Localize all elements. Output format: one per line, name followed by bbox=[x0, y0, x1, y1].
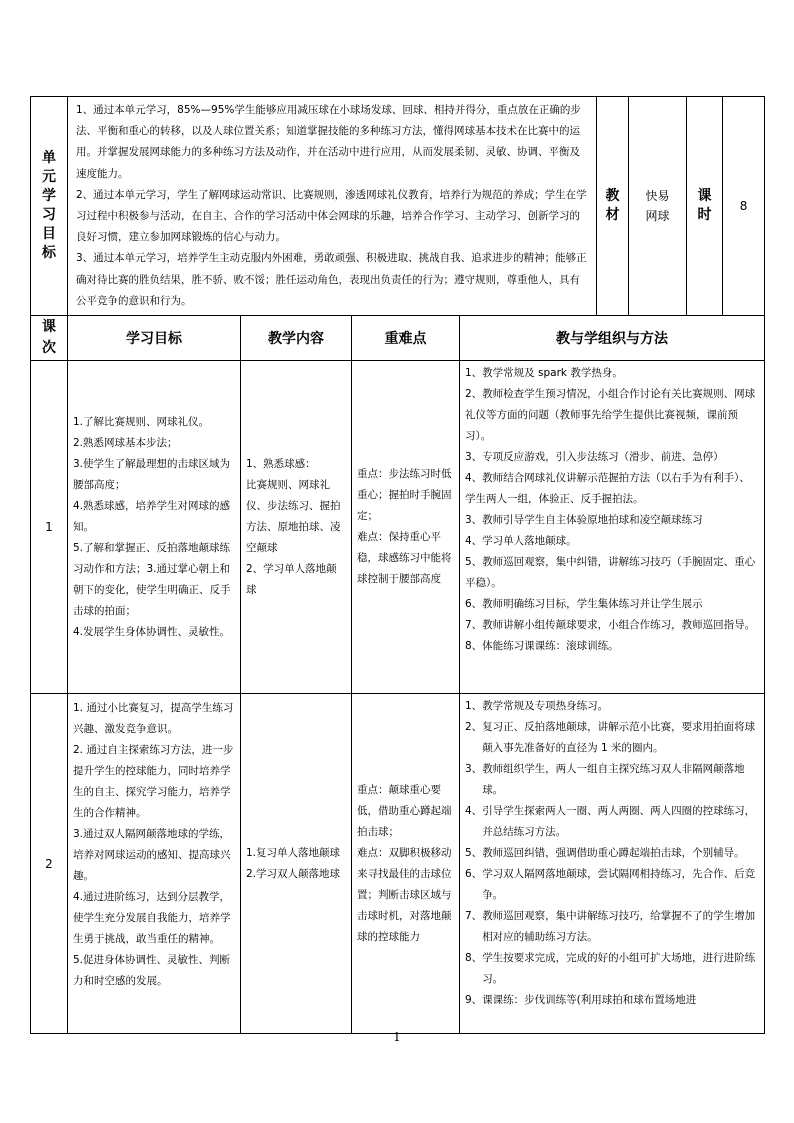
lesson-content bbox=[241, 361, 352, 694]
goal-item: 1.了解比赛规则、网球礼仪。 bbox=[73, 415, 210, 428]
lesson-methods bbox=[460, 694, 765, 1034]
method-item: 7、教师讲解小组传颠球要求，小组合作练习，教师巡回指导。 bbox=[465, 619, 756, 632]
content-item: 1.复习单人落地颠球 bbox=[246, 846, 341, 859]
material-label: 教 材 bbox=[597, 97, 629, 316]
method-item: 8、体能练习课课练：滚球训练。 bbox=[465, 640, 619, 653]
method-item: 6、教师明确练习目标，学生集体练习并让学生展示 bbox=[465, 598, 703, 611]
lesson-row-1 bbox=[31, 361, 765, 694]
unit-objectives-text bbox=[68, 97, 597, 316]
unit-objectives-label: 单 元 学 习 目 标 bbox=[31, 97, 68, 316]
goal-item: 4.通过进阶练习，达到分层教学，使学生充分发展自我能力，培养学生勇于挑战，敢当重任的精神。 bbox=[73, 891, 231, 946]
method-item: 5、教师巡回观察，集中纠错，讲解练习技巧（手腕固定、重心平稳）。 bbox=[465, 556, 756, 590]
column-header-row bbox=[31, 316, 765, 361]
lesson-plan-table bbox=[30, 96, 765, 1034]
method-item: 9、 课课练：步伐训练等(利用球拍和球布置场地进 bbox=[465, 994, 697, 1007]
goal-item: 2.熟悉网球基本步法； bbox=[73, 436, 178, 449]
method-item: 8、 学生按要求完成，完成的好的小组可扩大场地，进行进阶练习。 bbox=[465, 952, 756, 986]
content-item: 比赛规则、网球礼仪、步法练习、握拍方法、原地拍球、凌空颠球 bbox=[246, 478, 341, 554]
goal-item: 5.了解和掌握正、反拍落地颠球练习动作和方法；3.通过掌心朝上和朝下的变化，使学生明确正、反手击球的拍面； bbox=[73, 541, 231, 617]
lesson-goals bbox=[68, 361, 241, 694]
unit-objective-3: 3、通过本单元学习，培养学生主动克服内外困难，勇敢顽强、积极进取、挑战自我、追求进步的精神；能够正确对待比赛的胜负结果，胜不骄、败不馁；胜任运动角色，表现出负责任的行为；遵守规则，尊重他人，具有公平竞争的意识和行为。 bbox=[76, 252, 587, 307]
method-item: 2、 复习正、反拍落地颠球，讲解示范小比赛，要求用拍面将球颠入事先准备好的直径为 1 米的圈内。 bbox=[465, 721, 756, 755]
unit-objectives-row bbox=[31, 97, 765, 316]
lesson-goals bbox=[68, 694, 241, 1034]
goal-item: 3.通过双人隔网颠落地球的学练，培养对网球运动的感知、提高球兴趣。 bbox=[73, 828, 231, 883]
header-keypoints: 重难点 bbox=[352, 316, 460, 361]
method-item: 3、 教师组织学生，两人一组自主探究练习双人非隔网颠落地球。 bbox=[465, 763, 745, 797]
content-item: 2.学习双人颠落地球 bbox=[246, 867, 341, 880]
lesson-methods bbox=[460, 361, 765, 694]
header-methods: 教与学组织与方法 bbox=[460, 316, 765, 361]
hours-value: 8 bbox=[723, 97, 765, 316]
method-item: 1、教学常规及 spark 教学热身。 bbox=[465, 367, 623, 380]
method-item: 6、 学习双人隔网落地颠球，尝试隔网相持练习，先合作、后竞争。 bbox=[465, 868, 756, 902]
goal-item: 3.使学生了解最理想的击球区域为腰部高度； bbox=[73, 457, 231, 491]
page-number: 1 bbox=[393, 1030, 401, 1044]
method-item: 7、 教师巡回观察，集中讲解练习技巧，给掌握不了的学生增加相对应的辅助练习方法。 bbox=[465, 910, 756, 944]
goal-item: 2. 通过自主探索练习方法，进一步提升学生的控球能力，同时培养学生的自主、探究学习能力，培养学生的合作精神。 bbox=[73, 744, 234, 820]
method-item: 2、教师检查学生预习情况，小组合作讨论有关比赛规则、网球礼仪等方面的问题（教师事先给学生提供比赛视频，课前预习）。 bbox=[465, 388, 756, 443]
method-item: 1、 教学常规及专项热身练习。 bbox=[465, 700, 609, 713]
goal-item: 5.促进身体协调性、灵敏性、判断力和时空感的发展。 bbox=[73, 954, 231, 988]
goal-item: 4.发展学生身体协调性、灵敏性。 bbox=[73, 625, 231, 638]
method-item: 5、 教师巡回纠错，强调借助重心蹲起端拍击球，个别辅导。 bbox=[465, 847, 745, 860]
keypoint-item: 重点：步法练习时低重心；握拍时手腕固定； bbox=[357, 468, 452, 523]
material-value: 快易 网球 bbox=[629, 97, 687, 316]
method-item: 3、专项反应游戏，引入步法练习（滑步、前进、急停） bbox=[465, 451, 724, 464]
goal-item: 1. 通过小比赛复习，提高学生练习兴趣、激发竞争意识。 bbox=[73, 702, 234, 736]
method-item: 4、 引导学生探索两人一圈、两人两圈、两人四圈的控球练习，并总结练习方法。 bbox=[465, 805, 756, 839]
unit-objective-1: 1、通过本单元学习，85%—95%学生能够应用减压球在小球场发球、回球、相持并得分，重点放在正确的步法、平衡和重心的转移，以及人球位置关系；知道掌握技能的多种练习方法，懂得网球基本技术在比赛中的运用。并掌握发展网球能力的多种练习方法及动作，并在活动中进行应用，从而发展柔韧、灵敏、协调、平衡及速度能力。 bbox=[76, 104, 581, 180]
keypoint-item: 难点：双脚积极移动来寻找最佳的击球位置；判断击球区域与击球时机，对落地颠球的控球能力 bbox=[357, 846, 452, 943]
keypoint-item: 难点：保持重心平稳，球感练习中能将球控制于腰部高度 bbox=[357, 531, 452, 586]
lesson-keypoints bbox=[352, 361, 460, 694]
hours-label: 课 时 bbox=[687, 97, 723, 316]
content-item: 1、熟悉球感： bbox=[246, 457, 316, 470]
lesson-content bbox=[241, 694, 352, 1034]
lesson-number: 2 bbox=[31, 694, 68, 1034]
lesson-number: 1 bbox=[31, 361, 68, 694]
header-goals: 学习目标 bbox=[68, 316, 241, 361]
unit-objective-2: 2、通过本单元学习，学生了解网球运动常识、比赛规则，渗透网球礼仪教育，培养行为规范的养成；学生在学习过程中积极参与活动，在自主、合作的学习活动中体会网球的乐趣，培养合作学习、主动学习、创新学习的良好习惯，建立参加网球锻炼的信心与动力。 bbox=[76, 188, 587, 244]
lesson-row-2 bbox=[31, 694, 765, 1034]
keypoint-item: 重点：颠球重心要低，借助重心蹲起端拍击球； bbox=[357, 783, 452, 838]
header-content: 教学内容 bbox=[241, 316, 352, 361]
goal-item: 4.熟悉球感，培养学生对网球的感知。 bbox=[73, 499, 231, 533]
method-item: 4、学习单人落地颠球。 bbox=[465, 535, 577, 548]
method-item: 3、教师引导学生自主体验原地拍球和凌空颠球练习 bbox=[465, 514, 703, 527]
lesson-keypoints bbox=[352, 694, 460, 1034]
method-item: 4、教师结合网球礼仪讲解示范握拍方法（以右手为有利手）、学生两人一组，体验正、反手握拍法。 bbox=[465, 472, 750, 506]
header-lesson: 课 次 bbox=[31, 316, 68, 361]
content-item: 2、学习单人落地颠球 bbox=[246, 562, 337, 596]
